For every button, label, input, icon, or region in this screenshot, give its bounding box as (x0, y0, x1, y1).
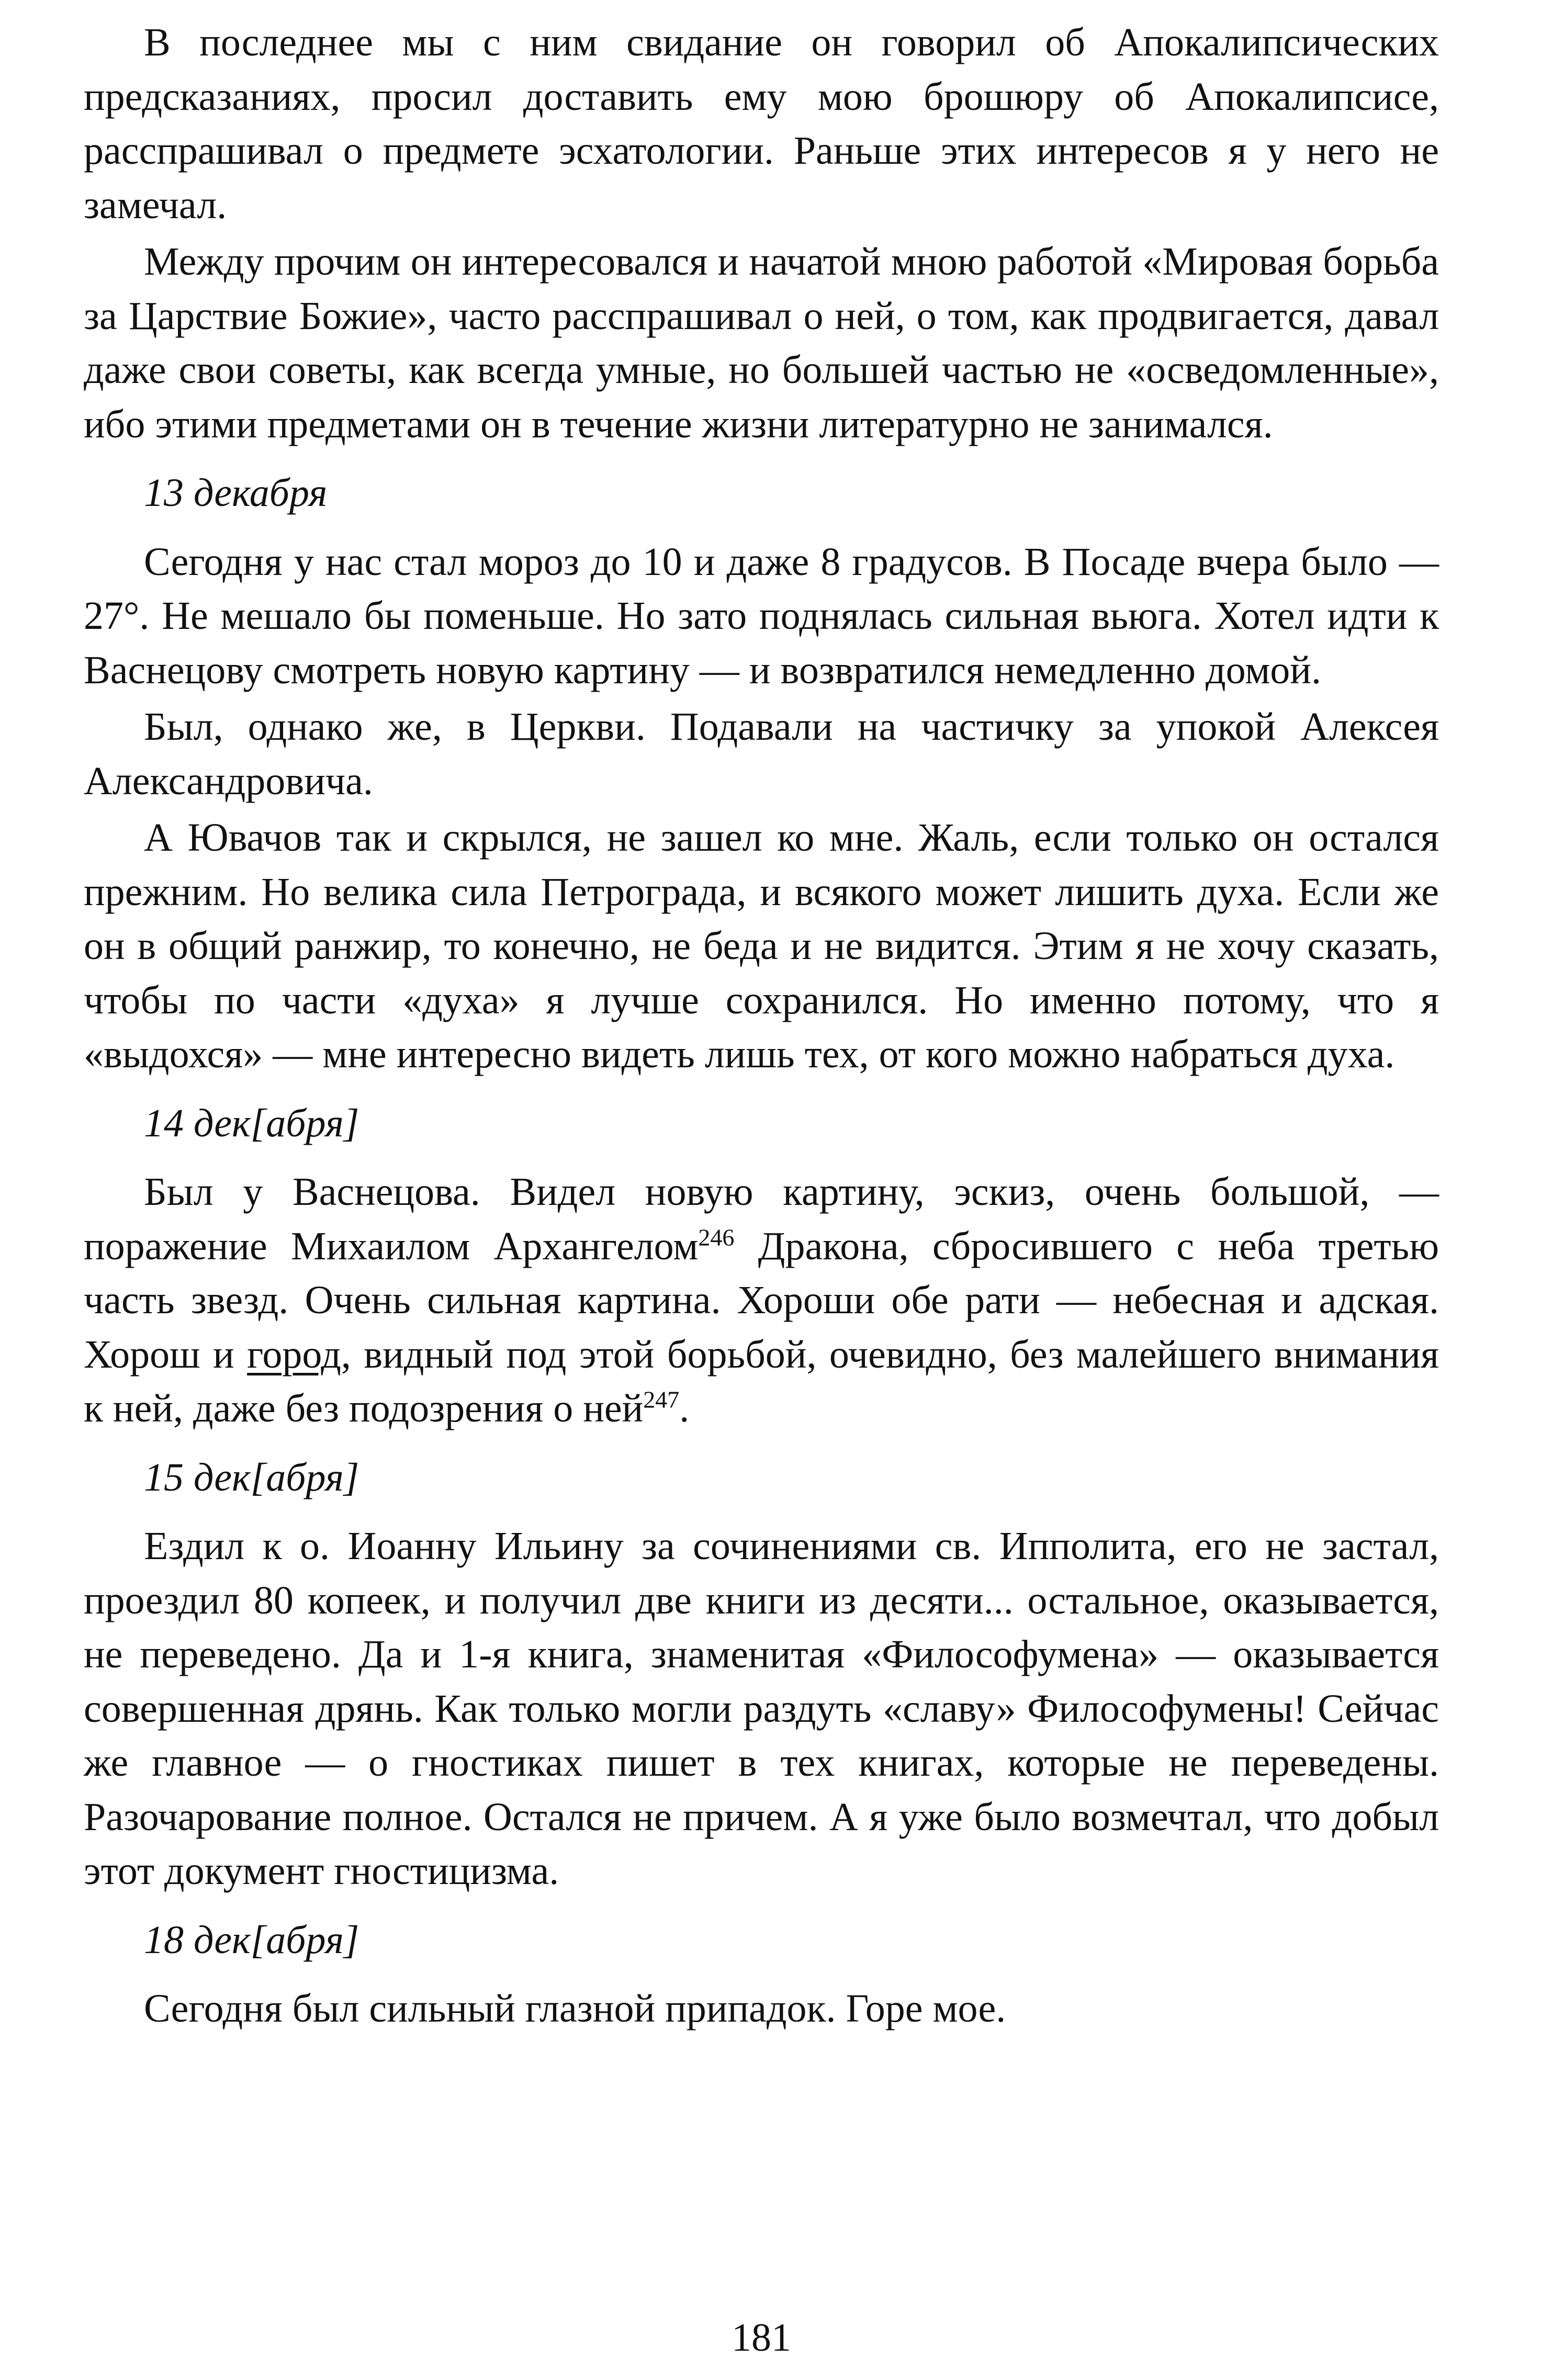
entry-date-15-dec: 15 дек[абря] (144, 1455, 359, 1499)
paragraph-hippolytus: Ездил к о. Иоанну Ильину за сочинениями св. Ипполита, его не застал, проездил 80 копеек, и получил две книги из десяти... остальное, оказывается, не переведено. Да и 1-я книга, знаменитая «Философумена» — оказывается совершенная дрянь. Как только могли раздуть «славу» Философумены! Сейчас же главное — о гностиках пишет в тех книгах, которые не переведены. Разочарование полное. Остался не причем. А я уже было возмечтал, что добыл этот документ гностицизма. (84, 1524, 1439, 1893)
text-segment: , видный под этой борьбой, очевидно, без малейшего внимания к ней, даже без подозрения о ней (84, 1332, 1439, 1430)
text-segment: . (679, 1386, 690, 1430)
entry-date-13-dec: 13 декабря (144, 471, 328, 515)
book-page (84, 16, 1439, 2365)
underlined-word: город (247, 1332, 341, 1377)
entry-date-14-dec: 14 дек[абря] (144, 1101, 359, 1145)
paragraph-apocalypse: В последнее мы с ним свидание он говорил об Апокалипсических предсказаниях, просил доставить ему мою брошюру об Апокалипсисе, расспрашивал о предмете эсхатологии. Раньше этих интересов я у него не замечал. (84, 20, 1439, 227)
footnote-ref-247: 247 (643, 1386, 680, 1413)
entry-date-18-dec: 18 дек[абря] (144, 1917, 359, 1962)
paragraph-eye-attack: Сегодня был сильный глазной припадок. Горе мое. (144, 1987, 1006, 2031)
paragraph-yuvachov: А Ювачов так и скрылся, не зашел ко мне. Жаль, если только он остался прежним. Но велика сила Петрограда, и всякого может лишить духа. Если же он в общий ранжир, то конечно, не беда и не видится. Этим я не хочу сказать, чтобы по части «духа» я лучше сохранился. Но именно потому, что я «выдохся» — мне интересно видеть лишь тех, от кого можно набраться духа. (84, 816, 1439, 1076)
paragraph-world-struggle: Между прочим он интересовался и начатой мною работой «Мировая борьба за Царствие Божие», часто расспрашивал о ней, о том, как продвигается, давал даже свои советы, как всегда умные, но большей частью не «осведомленные», ибо этими предметами он в течение жизни литературно не занимался. (84, 240, 1439, 446)
page-number: 181 (732, 2315, 791, 2360)
text-segment: Был у Васнецова. Видел новую картину, эскиз, очень большой, — поражение Михаилом Архангелом (84, 1170, 1439, 1268)
paragraph-church: Был, однако же, в Церкви. Подавали на частичку за упокой Алексея Александровича. (84, 705, 1439, 803)
paragraph-vasnetsov-painting (84, 1165, 1439, 1436)
paragraph-frost: Сегодня у нас стал мороз до 10 и даже 8 градусов. В Посаде вчера было — 27°. Не мешало бы поменьше. Но зато поднялась сильная вьюга. Хотел идти к Васнецову смотреть новую картину — и возвратился немедленно домой. (84, 539, 1439, 692)
footnote-ref-246: 246 (698, 1224, 735, 1251)
text-segment: Дракона, сбросившего с неба третью часть звезд. Очень сильная картина. Хороши обе рати — небесная и адская. Хорош и (84, 1224, 1439, 1377)
